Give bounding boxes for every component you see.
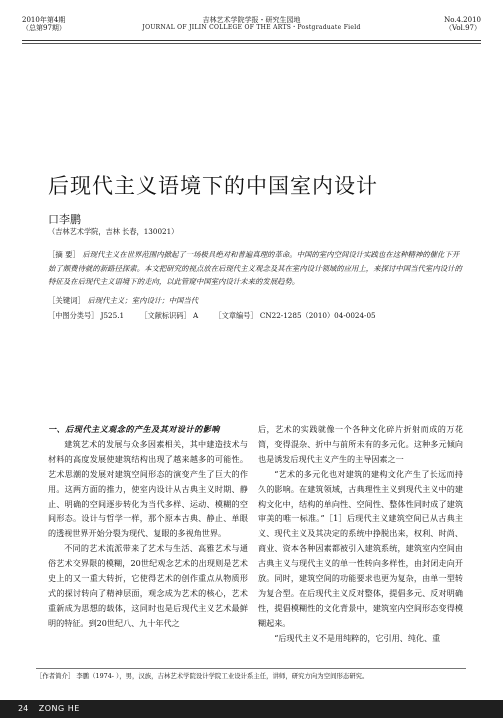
footnote-rule — [36, 668, 466, 669]
body-column-left — [48, 422, 248, 631]
section-heading: 一、后现代主义观念的产生及其对设计的影响 — [48, 424, 220, 434]
body-column-right — [258, 422, 463, 646]
body-paragraph: “后现代主义不是用纯粹的，它引用、纯化、重 — [274, 632, 441, 643]
footer-bar — [0, 700, 503, 718]
footer-brand: ZONG HE — [38, 704, 80, 713]
author-name: 口李鹏 — [48, 213, 81, 226]
header-vol: （Vol.97） — [445, 24, 481, 32]
page-number: 24 — [18, 704, 29, 713]
header-rule-thin — [22, 43, 481, 44]
body-paragraph: 后，艺术的实践就像一个各种文化碎片折射而成的万花筒，变得混杂、折中与前所未有的多元化。这种多元倾向也是诱发后现代主义产生的主导因素之一 — [258, 424, 463, 464]
body-paragraph: “艺术的多元化也对建筑的建构文化产生了长远而持久的影响。在建筑领域，古典理性主义到现代主义中的建构文化中，结构的单向性、空间性、整体性同时成了建筑审美的唯一标准。”［1］后现代主义建筑空间已从古典主义、现代主义及其决定的系统中挣脱出来，权利、时尚、商业、资本各种因素都被引入建筑系统，建筑室内空间由古典主义与现代主义的单一性转向多样性，由封闭走向开放。同时，建筑空间的功能要求也更为复杂，由单一型转为复合型。在后现代主义反对整体，提倡多元、反对明确性，提倡模糊性的文化背景中，建筑室内空间形态变得模糊起来。 — [258, 468, 463, 628]
body-paragraph: 建筑艺术的发展与众多因素相关，其中建造技术与材料的高度发展使建筑结构出现了越来越多的可能性。艺术思潮的发展对建筑空间形态的演变产生了巨大的作用。这两方面的推力，使室内设计从古典主义时期、静止、明确的空间逐步转化为当代多样、运动、模糊的空间形态。设计与哲学一样，那个原本古典、静止、单眼的透视世界开始分裂为现代、复眼的多视角世界。 — [48, 438, 248, 539]
running-header — [22, 16, 481, 38]
header-volume-block — [444, 16, 481, 32]
header-rule-thick — [22, 40, 481, 41]
header-journal-cn: 吉林艺术学院学报・研究生园地 — [202, 16, 301, 24]
header-issue-total: （总第97期） — [22, 24, 66, 32]
body-paragraph: 不同的艺术流派带来了艺术与生活、高雅艺术与通俗艺术交界限的模糊，20世纪观念艺术的出现则是艺术史上的又一重大转折，它使得艺术的创作重点从物质形式的探讨转向了精神层面，观念成为艺术的核心，艺术重新成为思想的载体，这同时也是后现代主义艺术最鲜明的特征。到20世纪八、九十年代之 — [48, 543, 248, 628]
class-number: ［中图分类号］ J525.1 — [48, 311, 125, 320]
keywords-text: 后现代主义；室内设计；中国当代 — [87, 296, 199, 305]
keywords-label: ［关键词］ — [48, 296, 85, 305]
keywords — [48, 295, 198, 306]
header-issue: 2010年第4期 — [22, 16, 66, 24]
classification-line — [48, 311, 390, 321]
abstract-label: ［摘 要］ — [48, 250, 80, 259]
header-journal-block — [22, 16, 481, 32]
abstract — [48, 248, 466, 289]
header-journal-en: JOURNAL OF JILIN COLLEGE OF THE ARTS・Postgraduate Field — [142, 24, 361, 31]
author-footnote: ［作者简介］ 李鹏（1974- ），男，汉族，吉林艺术学院设计学院工业设计系主任，讲师，研究方向为空间形态研究。 — [36, 672, 369, 680]
author-affiliation: （吉林艺术学院，吉林 长春，130021） — [48, 227, 179, 236]
article-number: ［文章编号］ CN22-1285（2010）04-0024-05 — [214, 311, 376, 320]
document-code: ［文献标识码］ A — [140, 311, 199, 320]
article-title: 后现代主义语境下的中国室内设计 — [48, 174, 378, 198]
header-no: No.4.2010 — [444, 16, 481, 24]
abstract-text: 后现代主义在世界范围内掀起了一场极具绝对和普遍真理的革命。中国的室内空间设计实践也在这种精神的催化下开始了颇费待就的新路径探索。本文把研究的视点放在后现代主义观念及其在室内设计领域的应用上，来探讨中国当代室内设计的特征及在后现代主义语境下的走向，以此管窥中国室内设计未来的发展趋势。 — [48, 250, 462, 286]
